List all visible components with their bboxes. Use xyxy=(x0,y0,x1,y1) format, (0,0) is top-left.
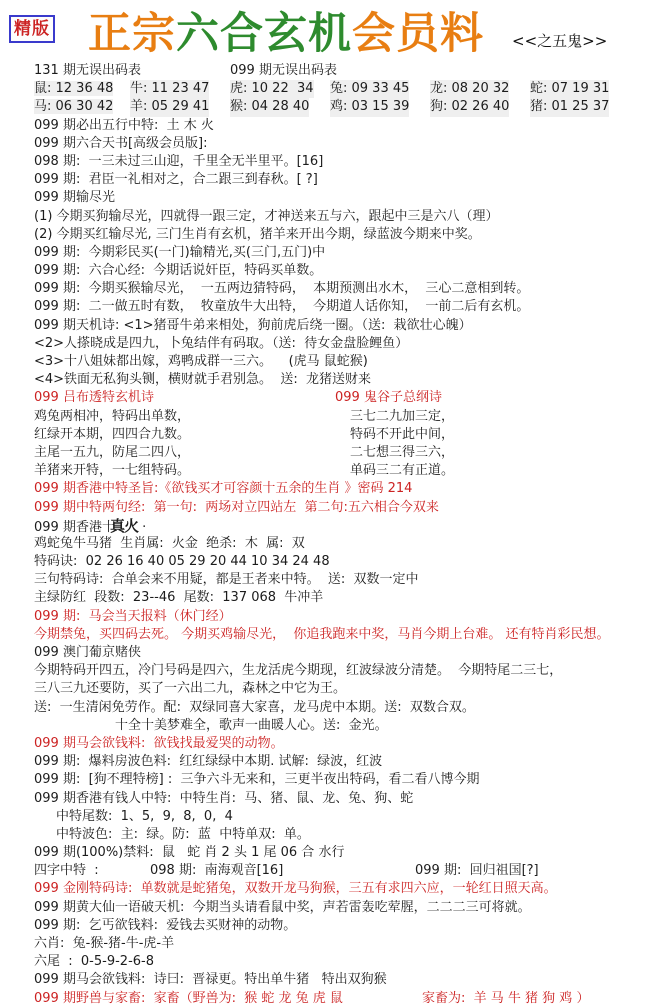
text-segment: 十全十美梦难全，歌声一曲暖人心。送: 金光。 xyxy=(115,717,388,733)
text-segment: 鼠: 12 36 48 xyxy=(34,81,114,97)
text-segment: 龙: 08 20 32 xyxy=(430,80,509,98)
text-line xyxy=(34,517,664,535)
text-line xyxy=(34,408,664,426)
text-segment: 六肖: 兔-猴-猪-牛-虎-羊 xyxy=(34,936,175,951)
text-line xyxy=(34,426,664,444)
text-segment: 099 期: 六合心经: 今期话说奸臣，特码买单数。 xyxy=(34,263,323,279)
text-segment: 099 期无误出码表 xyxy=(230,63,337,78)
text-segment: 马: 06 30 42 xyxy=(34,99,114,115)
text-segment: 099 吕布透特玄机诗 xyxy=(34,390,154,406)
text-segment: 099 期(100%)禁料: 鼠 蛇 肖 2 头 1 尾 06 合 水行 xyxy=(34,845,345,861)
text-segment: 特码不开此中间， xyxy=(350,426,455,442)
text-line xyxy=(34,662,664,680)
title-char: 会 xyxy=(352,9,396,59)
text-line xyxy=(34,899,664,917)
text-line xyxy=(34,371,664,389)
text-segment: 099 期香港中特圣旨:《欲钱买才可容颜十五余的生肖 》密码 214 xyxy=(34,481,413,497)
text-segment: 099 期: 君臣一礼相对之，合二跟三到春秋。[ ?] xyxy=(34,172,318,188)
text-segment: 131 期无误出码表 xyxy=(34,63,141,78)
text-segment: 099 期马会欲钱料: 诗曰: 晋禄更。特出单牛猪 特出双狗猴 xyxy=(34,972,387,988)
text-segment: 鸡: 03 15 39 xyxy=(330,98,409,116)
text-segment: 099 期马会欲钱料: 欲钱找最爱哭的动物。 xyxy=(34,735,284,751)
text-segment: 虎: 10 22 34 xyxy=(230,80,314,98)
text-segment: 主尾一五九，防尾二四八， xyxy=(34,444,191,460)
text-line xyxy=(34,171,664,189)
text-segment: 真火 xyxy=(109,516,138,535)
text-line xyxy=(34,717,664,735)
text-segment: 牛: 11 23 47 xyxy=(130,80,209,98)
text-line xyxy=(34,389,664,407)
edition-badge: 精版 xyxy=(9,15,55,43)
text-line xyxy=(34,644,664,662)
text-segment: 098 期: 南海观音[16] xyxy=(150,863,284,879)
text-line xyxy=(34,553,664,571)
title-char: 料 xyxy=(440,9,484,59)
title-char: 六 xyxy=(176,9,220,59)
text-line xyxy=(34,699,664,717)
text-segment: 单码三二有正道。 xyxy=(350,463,455,479)
text-line xyxy=(34,935,664,953)
title-char: 正 xyxy=(88,9,132,59)
text-segment: 猪: 01 25 37 xyxy=(530,98,609,116)
text-segment: 三七二九加三定， xyxy=(350,408,455,424)
text-line xyxy=(34,117,664,135)
text-line xyxy=(34,680,664,698)
text-segment: 099 期: 今期买猴输尽光， 一五两边猜特码， 本期预测出水木， 三心二意相到转。 xyxy=(34,281,530,297)
text-line xyxy=(34,98,664,116)
text-segment: 羊: 05 29 41 xyxy=(130,98,209,116)
text-line xyxy=(34,480,664,498)
text-line xyxy=(34,771,664,789)
text-line xyxy=(34,80,664,98)
text-segment: <3>十八姐妹都出嫁，鸡鸭成群一三六。 (虎马 鼠蛇猴) xyxy=(34,354,368,369)
text-line xyxy=(34,790,664,808)
text-segment: 099 期六合天书[高级会员版]: xyxy=(34,135,208,151)
text-line xyxy=(34,462,664,480)
text-segment: 狗: 02 26 40 xyxy=(430,98,509,116)
text-segment: 099 金刚特码诗: 单数就是蛇猪兔，双数开龙马狗猴，三五有求四六应，一轮红日照天高。 xyxy=(34,881,557,897)
text-segment: (2) 今期买红输尽光, 三门生肖有玄机，猪羊来开出今期，绿蓝波今期来中奖。 xyxy=(34,226,481,242)
text-line xyxy=(34,571,664,589)
text-line xyxy=(34,226,664,244)
text-line xyxy=(34,535,664,553)
text-line xyxy=(34,917,664,935)
text-segment: 099 期香港有钱人中特: 中特生肖: 马、猪、鼠、龙、兔、狗、蛇 xyxy=(34,790,414,806)
text-segment: 099 期: 回归祖国[?] xyxy=(415,863,539,879)
text-segment: 099 期: 乞丐欲钱料: 爱钱去买财神的动物。 xyxy=(34,917,297,933)
text-segment: 特码诀: 02 26 16 40 05 29 20 44 10 34 24 48 xyxy=(34,554,330,570)
text-segment: 三八三九还要防，买了一六出二九，森林之中它为王。 xyxy=(34,681,347,697)
text-line xyxy=(34,608,664,626)
page-header xyxy=(0,0,667,62)
title-char: 玄 xyxy=(264,9,308,59)
title-char: 机 xyxy=(308,9,352,59)
text-line xyxy=(34,317,664,335)
text-segment: 099 期必出五行中特: 土 木 火 xyxy=(34,117,214,133)
text-segment: 099 期中特两句经: 第一句: 两场对立四站左 第二句:五六相合今双来 xyxy=(34,499,439,515)
text-segment: 098 期: 一三未过三山迎，千里全无半里平。[16] xyxy=(34,153,324,169)
text-line xyxy=(34,444,664,462)
text-segment: 羊猪来开特，一七组特码。 xyxy=(34,463,191,479)
text-segment: 099 期野兽与家畜: 家畜（野兽为: 猴 蛇 龙 兔 虎 鼠 xyxy=(34,990,343,1006)
text-segment: 099 期: 爆料房波色料: 红红绿绿中本期. 试解: 绿波，红波 xyxy=(34,754,383,770)
text-segment: 099 期: [狗不理特榜] : 三争六斗无来和，三更半夜出特码，看二看八博今期 xyxy=(34,772,480,788)
text-line xyxy=(34,753,664,771)
text-segment: <2>人搽晓成是四九，卜兔结伴有码取。（送: 待女金盘脸鲤鱼） xyxy=(34,335,409,351)
text-line xyxy=(34,971,664,989)
title-char: 合 xyxy=(220,9,264,59)
text-segment: 六尾 : 0-5-9-2-6-8 xyxy=(34,954,154,970)
text-line xyxy=(34,589,664,607)
text-line xyxy=(34,153,664,171)
text-segment: 二七想三得三六， xyxy=(350,444,455,460)
content-lines xyxy=(34,62,664,1008)
text-line xyxy=(34,808,664,826)
text-segment: <4>铁面无私狗头铡，横财就手君别急。 送: 龙猪送财来 xyxy=(34,372,371,388)
text-line xyxy=(34,280,664,298)
text-line xyxy=(34,844,664,862)
text-segment: 099 期: 马会当天报料（休门经） xyxy=(34,608,232,624)
text-segment: 送: 一生清闲免劳作。配: 双绿同喜大家喜，龙马虎中本期。送: 双数合双。 xyxy=(34,699,475,715)
text-line xyxy=(34,626,664,644)
text-line xyxy=(34,298,664,316)
page-title xyxy=(88,0,484,61)
text-segment: 鸡蛇兔牛马猪 生肖属: 火金 绝杀: 木 属: 双 xyxy=(34,535,305,551)
text-line xyxy=(34,862,664,880)
text-segment: 蛇: 07 19 31 xyxy=(530,80,609,98)
title-char: 宗 xyxy=(132,9,176,59)
text-line xyxy=(34,189,664,207)
text-segment: 099 期: 二一做五时有数， 牧童放牛大出特， 今期道人话你知， 一前二后有玄机。 xyxy=(34,299,530,315)
text-segment: 家畜为: 羊 马 牛 猪 狗 鸡 ） xyxy=(422,990,590,1006)
page-subtitle: <<之五鬼>> xyxy=(512,32,608,50)
text-segment: 鸡兔两相冲，特码出单数， xyxy=(34,408,191,424)
text-segment: 099 期黄大仙一语破天机: 今期当头请看鼠中奖，声若雷轰吃荤腥，二二二三可将就。 xyxy=(34,899,531,915)
text-line xyxy=(34,353,664,371)
text-line xyxy=(34,208,664,226)
text-line xyxy=(34,62,664,80)
text-segment: · xyxy=(137,519,147,535)
text-line xyxy=(34,953,664,971)
text-segment: 中特尾数: 1、5, 9, 8, 0, 4 xyxy=(56,808,233,824)
text-segment: (1) 今期买狗输尽光，四就得一跟三定，才神送来五与六，跟起中三是六八（理） xyxy=(34,208,499,224)
text-line xyxy=(34,499,664,517)
text-segment: 主绿防红 段数: 23--46 尾数: 137 068 牛冲羊 xyxy=(34,590,324,606)
text-segment: 099 期: 今期彩民买(一门)输精光,买(三门,五门)中 xyxy=(34,244,326,260)
text-line xyxy=(34,826,664,844)
text-line xyxy=(34,990,664,1008)
text-line xyxy=(34,262,664,280)
text-segment: 三句特码诗: 合单会来不用疑，都是王者来中特。 送: 双数一定中 xyxy=(34,572,419,588)
text-line xyxy=(34,335,664,353)
text-segment: 099 期香港十 xyxy=(34,519,115,535)
text-segment: 中特波色: 主: 绿。防: 蓝 中特单双: 单。 xyxy=(56,826,310,842)
text-line xyxy=(34,735,664,753)
text-segment: 099 期天机诗: <1>猪哥牛弟来相处，狗前虎后绕一圈。（送: 栽欲壮心魄） xyxy=(34,317,472,333)
text-segment: 红绿开本期，四四合九数。 xyxy=(34,426,191,442)
text-segment: 今期禁兔，买四码去死。 今期买鸡输尽光， 你追我跑来中奖，马肖今期上台难。 还有特肖彩民想。 xyxy=(34,626,610,642)
text-segment: 四字中特 : xyxy=(34,863,99,879)
text-line xyxy=(34,880,664,898)
text-line xyxy=(34,135,664,153)
text-segment: 099 澳门葡京赌侠 xyxy=(34,645,141,660)
text-segment: 猴: 04 28 40 xyxy=(230,98,309,116)
text-line xyxy=(34,244,664,262)
text-segment: 099 鬼谷子总纲诗 xyxy=(335,390,442,406)
title-char: 员 xyxy=(396,9,440,59)
text-segment: 兔: 09 33 45 xyxy=(330,80,409,98)
text-segment: 今期特码开四五，冷门号码是四六，生龙活虎今期现，红波绿波分清楚。 今期特尾二三七， xyxy=(34,663,563,679)
text-segment: 099 期输尽光 xyxy=(34,190,115,206)
